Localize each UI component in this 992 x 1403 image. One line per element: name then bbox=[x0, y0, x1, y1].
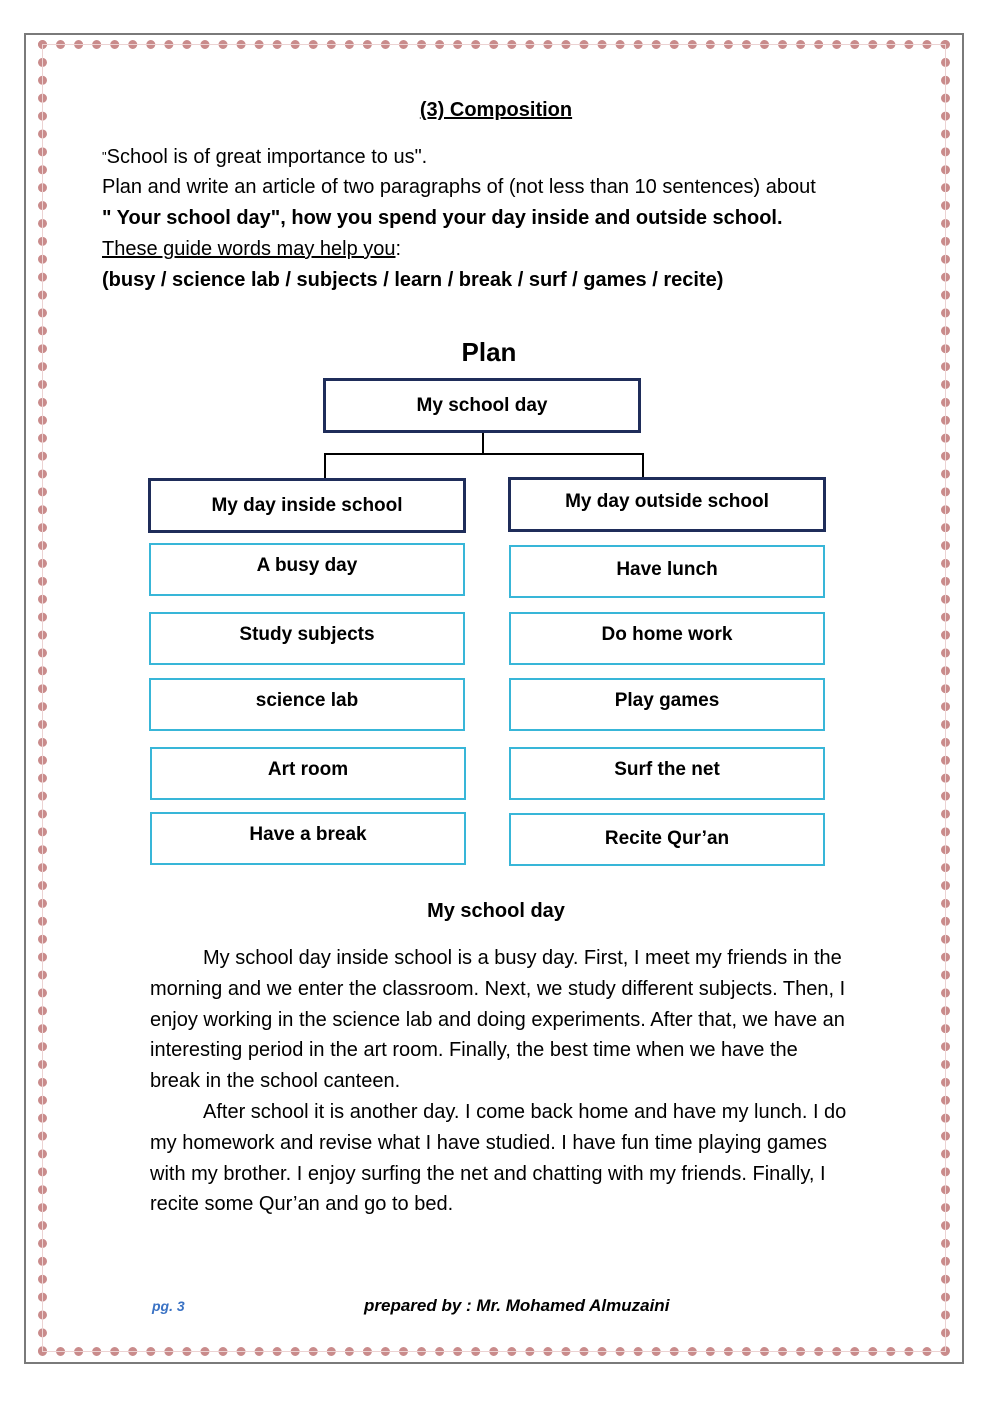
inside-item-box: Study subjects bbox=[149, 612, 465, 665]
guide-words: (busy / science lab / subjects / learn / break / surf / games / recite) bbox=[102, 269, 724, 291]
outside-item-box: Play games bbox=[509, 678, 825, 731]
outside-item-box: Surf the net bbox=[509, 747, 825, 800]
outside-item-box: Recite Qur’an bbox=[509, 813, 825, 866]
page-number: pg. 3 bbox=[152, 1298, 185, 1314]
inside-item-box: Art room bbox=[150, 747, 466, 800]
inside-item-box: Have a break bbox=[150, 812, 466, 865]
connector-left bbox=[324, 453, 326, 479]
branch-outside-box: My day outside school bbox=[508, 477, 826, 532]
outside-item-box: Have lunch bbox=[509, 545, 825, 598]
essay-paragraph: After school it is another day. I come back home and have my lunch. I do my homework and revise what I have studied. I have fun time playing games with my brother. I enjoy surfing the net and chatting with my friends. Finally, I recite some Qur’an and go to bed. bbox=[150, 1100, 847, 1216]
intro-quote-line bbox=[102, 145, 902, 169]
plan-title: Plan bbox=[461, 337, 517, 367]
inside-item-box: science lab bbox=[149, 678, 465, 731]
author-credit: prepared by : Mr. Mohamed Almuzaini bbox=[364, 1296, 670, 1315]
connector-right bbox=[642, 453, 644, 478]
guide-label: These guide words may help you bbox=[102, 238, 396, 260]
essay-body bbox=[150, 943, 850, 1220]
essay-title: My school day bbox=[427, 900, 565, 922]
intro-quote: School is of great importance to us". bbox=[106, 146, 428, 168]
outside-item-box: Do home work bbox=[509, 612, 825, 665]
guide-label-line bbox=[102, 237, 902, 261]
essay-paragraph: My school day inside school is a busy day. First, I meet my friends in the morning and we enter the classroom. Next, we study different subjects. Then, I enjoy working in the science lab and doing experiments. After that, we have an interesting period in the art room. Finally, the best time when we have the break in the school canteen. bbox=[150, 947, 846, 1093]
intro-instruction: Plan and write an article of two paragraphs of (not less than 10 sentences) about bbox=[102, 176, 816, 198]
opening-quote: " bbox=[102, 149, 107, 164]
branch-inside-box: My day inside school bbox=[148, 478, 466, 533]
section-heading: (3) Composition bbox=[419, 99, 573, 121]
plan-root-box: My school day bbox=[323, 378, 641, 433]
inside-item-box: A busy day bbox=[149, 543, 465, 596]
connector-horizontal bbox=[324, 453, 644, 455]
intro-topic: " Your school day", how you spend your day inside and outside school. bbox=[102, 207, 783, 229]
connector-root bbox=[482, 433, 484, 454]
guide-colon: : bbox=[395, 238, 402, 260]
